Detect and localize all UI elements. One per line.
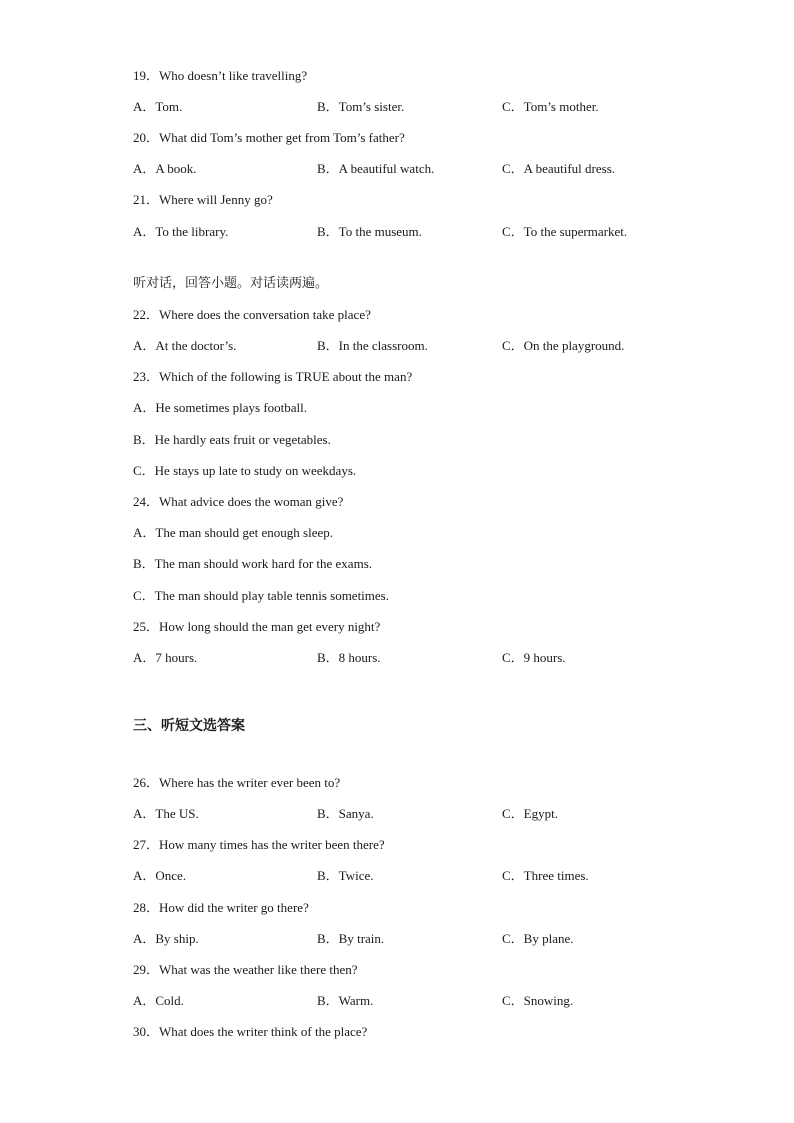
q22-option-b: B．In the classroom. (317, 338, 428, 353)
q20-option-b: B．A beautiful watch. (317, 161, 435, 176)
question-28: 28．How did the writer go there? (133, 900, 309, 915)
question-21: 21．Where will Jenny go? (133, 192, 273, 207)
q24-option-b: B．The man should work hard for the exams. (133, 556, 373, 571)
q25-option-b: B．8 hours. (317, 650, 381, 665)
q19-option-a: A．Tom. (133, 99, 183, 114)
q25-option-c: C．9 hours. (502, 650, 566, 665)
q29-option-c: C．Snowing. (502, 993, 574, 1008)
q29-option-a: A．Cold. (133, 993, 184, 1008)
q26-option-b: B．Sanya. (317, 806, 374, 821)
q27-option-c: C．Three times. (502, 868, 589, 883)
question-26: 26．Where has the writer ever been to? (133, 775, 341, 790)
question-20: 20．What did Tom’s mother get from Tom’s father? (133, 130, 405, 145)
dialogue-instruction: 听对话，回答小题。对话读两遍。 (133, 276, 329, 291)
question-19: 19．Who doesn’t like travelling? (133, 68, 308, 83)
q23-option-b: B．He hardly eats fruit or vegetables. (133, 432, 331, 447)
q27-option-a: A．Once. (133, 868, 187, 883)
question-24: 24．What advice does the woman give? (133, 494, 344, 509)
q20-option-a: A．A book. (133, 161, 197, 176)
section-3-title: 三、听短文选答案 (133, 718, 245, 734)
q20-option-c: C．A beautiful dress. (502, 161, 616, 176)
q28-option-c: C．By plane. (502, 931, 574, 946)
q26-option-c: C．Egypt. (502, 806, 558, 821)
q23-option-a: A．He sometimes plays football. (133, 400, 308, 415)
q24-option-c: C．The man should play table tennis sometimes. (133, 588, 389, 603)
q21-option-b: B．To the museum. (317, 224, 422, 239)
q28-option-b: B．By train. (317, 931, 385, 946)
q23-option-c: C．He stays up late to study on weekdays. (133, 463, 357, 478)
question-25: 25．How long should the man get every night? (133, 619, 381, 634)
question-30: 30．What does the writer think of the place? (133, 1024, 368, 1039)
q28-option-a: A．By ship. (133, 931, 199, 946)
q21-option-c: C．To the supermarket. (502, 224, 628, 239)
question-27: 27．How many times has the writer been there? (133, 837, 385, 852)
q22-option-c: C．On the playground. (502, 338, 625, 353)
question-29: 29．What was the weather like there then? (133, 962, 358, 977)
q21-option-a: A．To the library. (133, 224, 229, 239)
q24-option-a: A．The man should get enough sleep. (133, 525, 334, 540)
question-23: 23．Which of the following is TRUE about the man? (133, 369, 413, 384)
q19-option-c: C．Tom’s mother. (502, 99, 599, 114)
q29-option-b: B．Warm. (317, 993, 374, 1008)
q26-option-a: A．The US. (133, 806, 199, 821)
q25-option-a: A．7 hours. (133, 650, 198, 665)
q27-option-b: B．Twice. (317, 868, 374, 883)
q19-option-b: B．Tom’s sister. (317, 99, 405, 114)
q22-option-a: A．At the doctor’s. (133, 338, 237, 353)
question-22: 22．Where does the conversation take place? (133, 307, 371, 322)
